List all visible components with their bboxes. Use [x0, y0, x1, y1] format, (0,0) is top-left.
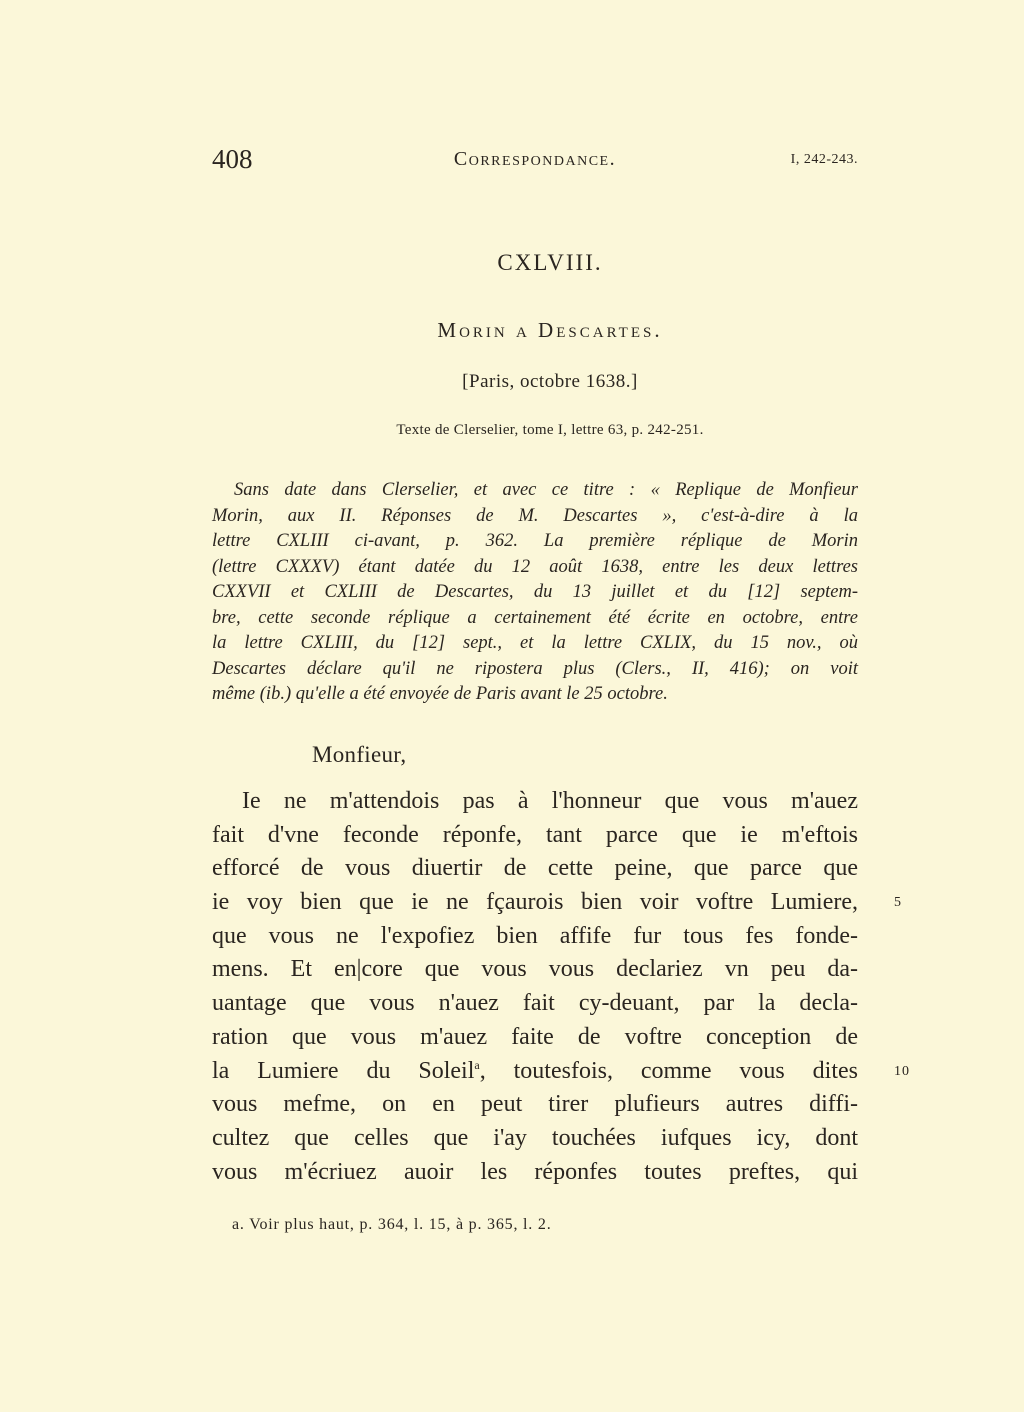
- editorial-intro: [212, 478, 858, 708]
- line-number: 10: [894, 1063, 910, 1079]
- body-line-10: [212, 1055, 910, 1089]
- intro-line: la lettre CXLIII, du [12] sept., et la lettre CXLIX, du 15 nov., où: [212, 633, 858, 653]
- body-line-text: la Lumiere du Soleil: [212, 1057, 475, 1084]
- body-line-5: [212, 886, 902, 920]
- running-head: [212, 144, 858, 180]
- volume-reference: I, 242-243.: [790, 152, 858, 167]
- body-line-text: ie voy bien que ie ne fçaurois bien voir voftre Lumiere,: [212, 889, 858, 916]
- source-note: Texte de Clerselier, tome I, lettre 63, p. 242-251.: [396, 422, 704, 438]
- body-line: vous mefme, on en peut tirer plufieurs autres diffi-: [212, 1091, 858, 1118]
- page-number: 408: [212, 144, 253, 174]
- intro-line: Descartes déclare qu'il ne ripostera plus (Clers., II, 416); on voit: [212, 658, 858, 679]
- intro-line: lettre CXLIII ci-avant, p. 362. La première réplique de Morin: [212, 531, 858, 551]
- salutation: Monfieur,: [312, 742, 407, 767]
- body-line: ration que vous m'auez faite de voftre conception de: [212, 1023, 858, 1050]
- intro-line: bre, cette seconde réplique a certainement été écrite en octobre, entre: [212, 607, 858, 628]
- body-line: mens. Et en|core que vous vous declariez vn peu da-: [212, 956, 858, 983]
- letter-body: [212, 785, 910, 1189]
- running-title: Correspondance.: [453, 148, 617, 170]
- body-line: uantage que vous n'auez fait cy-deuant, par la decla-: [212, 990, 858, 1017]
- intro-line: (lettre CXXXV) étant datée du 12 août 1638, entre les deux lettres: [212, 556, 858, 577]
- body-line: cultez que celles que i'ay touchées iufques icy, dont: [212, 1124, 858, 1151]
- body-line: vous m'écriuez auoir les réponfes toutes preftes, qui: [212, 1158, 858, 1185]
- letter-number: CXLVIII.: [497, 250, 603, 275]
- intro-line: Sans date dans Clerselier, et avec ce titre : « Replique de Monfieur: [234, 480, 858, 500]
- intro-line: Morin, aux II. Réponses de M. Descartes », c'est-à-dire à la: [212, 505, 858, 526]
- line-number: 5: [894, 895, 902, 911]
- body-line-text-continued: , toutesfois, comme vous dites: [479, 1057, 859, 1084]
- letter-title: Morin a Descartes.: [437, 318, 663, 342]
- intro-line: CXXVII et CXLIII de Descartes, du 13 juillet et du [12] septem-: [212, 582, 858, 602]
- letter-date: [Paris, octobre 1638.]: [462, 371, 638, 392]
- body-line: Ie ne m'attendois pas à l'honneur que vous m'auez: [242, 788, 858, 814]
- intro-line: même (ib.) qu'elle a été envoyée de Paris avant le 25 octobre.: [212, 684, 668, 704]
- body-line: que vous ne l'expofiez bien affife fur tous fes fonde-: [212, 922, 858, 949]
- footnote-marker: a: [474, 1057, 480, 1072]
- body-line: fait d'vne feconde réponfe, tant parce que ie m'eftois: [212, 821, 858, 848]
- footnote: a. Voir plus haut, p. 364, l. 15, à p. 365, l. 2.: [232, 1216, 552, 1233]
- body-line: efforcé de vous diuertir de cette peine, que parce que: [212, 855, 858, 882]
